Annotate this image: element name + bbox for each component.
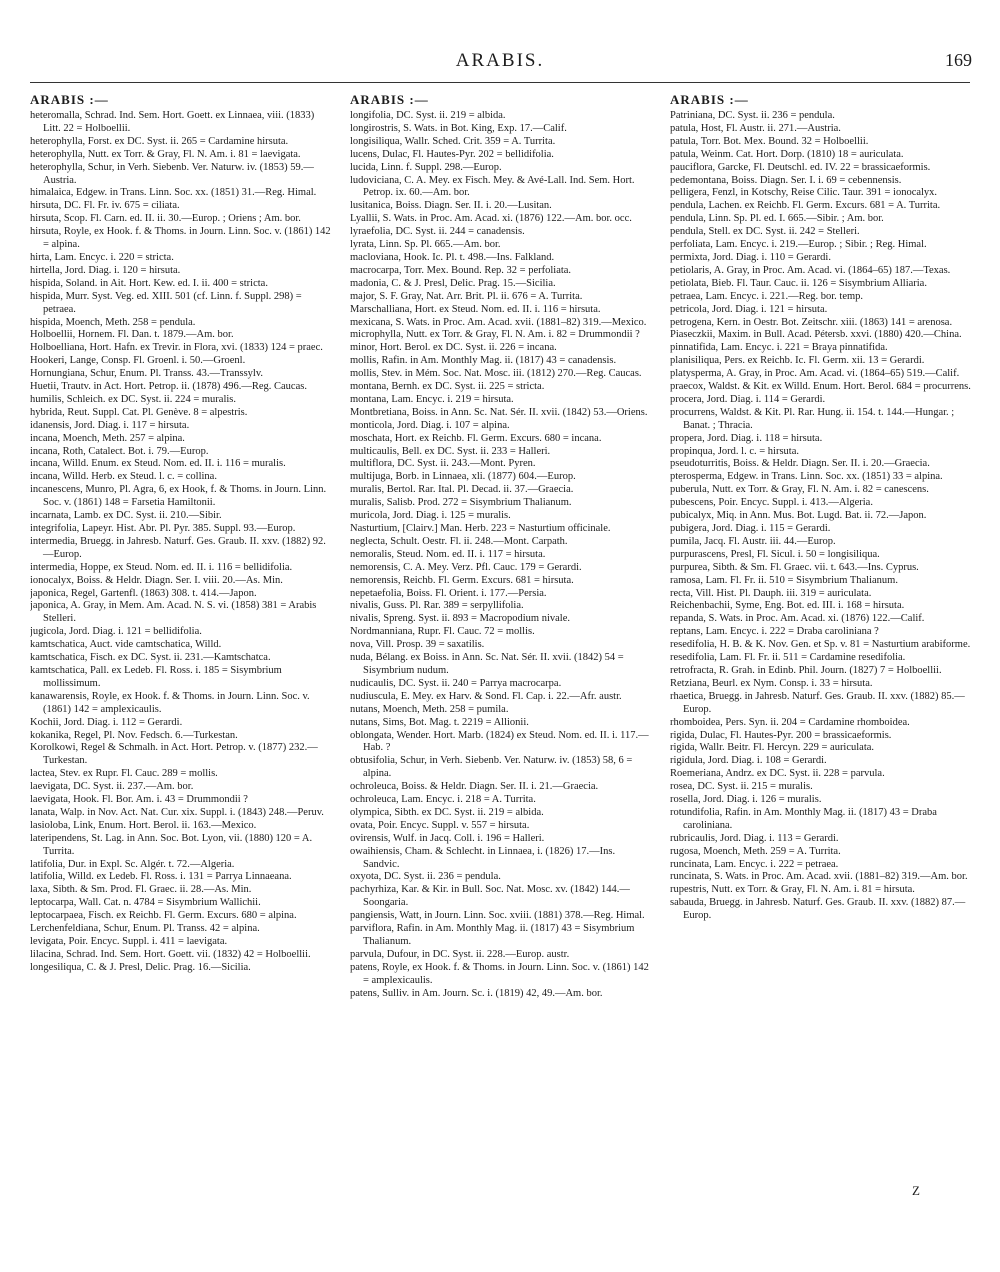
index-entry: Montbretiana, Boiss. in Ann. Sc. Nat. Sér. II. xvii. (1842) 53.—Oriens. — [350, 406, 648, 418]
index-entry: petrogena, Kern. in Oestr. Bot. Zeitschr. xiii. (1863) 141 = arenosa. — [670, 316, 953, 328]
index-entry: incana, Roth, Catalect. Bot. i. 79.—Europ. — [30, 445, 209, 457]
index-entry: multicaulis, Bell. ex DC. Syst. ii. 233 = Halleri. — [350, 445, 551, 457]
index-entry: petricola, Jord. Diag. i. 121 = hirsuta. — [670, 303, 828, 315]
signature-mark: Z — [912, 1183, 920, 1198]
index-entry: petiolaris, A. Gray, in Proc. Am. Acad. vi. (1864–65) 187.—Texas. — [670, 264, 951, 276]
index-entry: obtusifolia, Schur, in Verh. Siebenb. Ver. Naturw. iv. (1853) 58, 6 = alpina. — [350, 755, 633, 780]
index-entry: madonia, C. & J. Presl, Delic. Prag. 15.—Sicilia. — [350, 277, 556, 289]
entry-columns — [30, 92, 974, 1212]
index-entry: Kochii, Jord. Diag. i. 112 = Gerardi. — [30, 716, 183, 728]
index-entry: nuda, Bélang. ex Boiss. in Ann. Sc. Nat. Sér. II. xvii. (1842) 54 = Sisymbrium nudum. — [350, 652, 624, 676]
index-entry: neglecta, Schult. Oestr. Fl. ii. 248.—Mont. Carpath. — [350, 535, 568, 547]
index-entry: moschata, Hort. ex Reichb. Fl. Germ. Excurs. 680 = incana. — [350, 432, 602, 444]
index-entry: pendula, Linn. Sp. Pl. ed. I. 665.—Sibir. ; Am. bor. — [670, 213, 884, 225]
index-entry: Roemeriana, Andrz. ex DC. Syst. ii. 228 = parvula. — [670, 768, 885, 780]
index-entry: patens, Sulliv. in Am. Journ. Sc. i. (1819) 42, 49.—Am. bor. — [350, 987, 603, 999]
index-entry: macloviana, Hook. Ic. Pl. t. 498.—Ins. Falkland. — [350, 251, 555, 263]
index-entry: rugosa, Moench, Meth. 259 = A. Turrita. — [670, 845, 841, 857]
index-entry: hybrida, Reut. Suppl. Cat. Pl. Genève. 8 = alpestris. — [30, 406, 248, 418]
index-entry: pseudoturritis, Boiss. & Heldr. Diagn. Ser. II. i. 20.—Graecia. — [670, 458, 930, 470]
index-entry: oblongata, Wender. Hort. Marb. (1824) ex Steud. Nom. ed. II. i. 117.—Hab. ? — [350, 729, 649, 754]
index-entry: Holboelliana, Hort. Hafn. ex Trevir. in Flora, xvi. (1833) 124 = praec. — [30, 342, 323, 354]
header-rule — [30, 82, 970, 83]
index-entry: lusitanica, Boiss. Diagn. Ser. II. i. 20.—Lusitan. — [350, 200, 552, 212]
index-entry: intermedia, Hoppe, ex Steud. Nom. ed. II. i. 116 = bellidifolia. — [30, 561, 293, 573]
index-entry: lyraefolia, DC. Syst. ii. 244 = canadensis. — [350, 226, 525, 238]
index-entry: Retziana, Beurl. ex Nym. Consp. i. 33 = hirsuta. — [670, 677, 873, 689]
index-entry: pubescens, Poir. Encyc. Suppl. i. 413.—Algeria. — [670, 497, 873, 509]
index-entry: pendula, Lachen. ex Reichb. Fl. Germ. Excurs. 681 = A. Turrita. — [670, 200, 941, 212]
index-entry: pendula, Stell. ex DC. Syst. ii. 242 = Stelleri. — [670, 226, 860, 238]
index-entry: lateripendens, St. Lag. in Ann. Soc. Bot. Lyon, vii. (1880) 120 = A. Turrita. — [30, 832, 313, 857]
index-entry: nepetaefolia, Boiss. Fl. Orient. i. 177.—Persia. — [350, 587, 547, 599]
index-entry: mollis, Stev. in Mém. Soc. Nat. Mosc. iii. (1812) 270.—Reg. Caucas. — [350, 368, 642, 380]
index-entry: nivalis, Guss. Pl. Rar. 389 = serpyllifolia. — [350, 600, 524, 612]
index-entry: pubigera, Jord. Diag. i. 115 = Gerardi. — [670, 523, 831, 534]
index-entry: repanda, S. Wats. in Proc. Am. Acad. xi. (1876) 122.—Calif. — [670, 613, 925, 625]
index-entry: himalaica, Edgew. in Trans. Linn. Soc. xx. (1851) 31.—Reg. Himal. — [30, 187, 317, 199]
index-entry: sabauda, Bruegg. in Jahresb. Naturf. Ges. Graub. II. xxv. (1882) 87.—Europ. — [670, 897, 966, 922]
index-entry: patula, Torr. Bot. Mex. Bound. 32 = Holboellii. — [670, 135, 869, 147]
index-entry: hirsuta, Scop. Fl. Carn. ed. II. ii. 30.—Europ. ; Oriens ; Am. bor. — [30, 213, 301, 225]
index-entry: integrifolia, Lapeyr. Hist. Abr. Pl. Pyr. 385. Suppl. 93.—Europ. — [30, 523, 296, 534]
index-entry: Hornungiana, Schur, Enum. Pl. Transs. 43.—Transsylv. — [30, 368, 264, 380]
index-entry: praecox, Waldst. & Kit. ex Willd. Enum. Hort. Berol. 684 = procurrens. — [670, 381, 971, 393]
index-entry: nemoralis, Steud. Nom. ed. II. i. 117 = hirsuta. — [350, 548, 546, 560]
index-entry: recta, Vill. Hist. Pl. Dauph. iii. 319 = auriculata. — [670, 587, 872, 599]
index-entry: rhaetica, Bruegg. in Jahresb. Naturf. Ges. Graub. II. xxv. (1882) 85.—Europ. — [670, 690, 965, 715]
index-entry: rubricaulis, Jord. Diag. i. 113 = Gerardi. — [670, 832, 839, 844]
index-entry: patula, Weinm. Cat. Hort. Dorp. (1810) 18 = auriculata. — [670, 148, 904, 160]
index-entry: pauciflora, Garcke, Fl. Deutschl. ed. IV. 22 = brassicaeformis. — [670, 161, 931, 173]
index-entry: leptocarpaea, Fisch. ex Reichb. Fl. Germ. Excurs. 680 = alpina. — [30, 910, 297, 922]
column-3 — [670, 92, 974, 1212]
index-entry: nivalis, Spreng. Syst. ii. 893 = Macropodium nivale. — [350, 613, 570, 625]
index-entry: kamtschatica, Pall. ex Ledeb. Fl. Ross. i. 185 = Sisymbrium mollissimum. — [30, 664, 282, 689]
index-entry: petiolata, Bieb. Fl. Taur. Cauc. ii. 126 = Sisymbrium Alliaria. — [670, 277, 927, 289]
column-heading: ARABIS :— — [350, 92, 429, 107]
index-entry: nutans, Sims, Bot. Mag. t. 2219 = Allionii. — [350, 716, 529, 728]
index-entry: pumila, Jacq. Fl. Austr. iii. 44.—Europ. — [670, 535, 836, 547]
index-entry: pachyrhiza, Kar. & Kir. in Bull. Soc. Nat. Mosc. xv. (1842) 144.—Soongaria. — [350, 884, 630, 909]
index-entry: Patriniana, DC. Syst. ii. 236 = pendula. — [670, 110, 835, 121]
index-entry: purpurea, Sibth. & Sm. Fl. Graec. vii. t. 643.—Ins. Cyprus. — [670, 561, 919, 573]
index-entry: Reichenbachii, Syme, Eng. Bot. ed. III. i. 168 = hirsuta. — [670, 600, 905, 612]
index-entry: japonica, A. Gray, in Mem. Am. Acad. N. S. vi. (1858) 381 = Arabis Stelleri. — [30, 600, 317, 625]
index-entry: rotundifolia, Rafin. in Am. Monthly Mag. ii. (1817) 43 = Draba caroliniana. — [670, 806, 937, 831]
index-entry: runcinata, Lam. Encyc. i. 222 = petraea. — [670, 858, 839, 870]
index-entry: hispida, Soland. in Ait. Hort. Kew. ed. I. ii. 400 = stricta. — [30, 277, 268, 289]
index-entry: lucida, Linn. f. Suppl. 298.—Europ. — [350, 161, 502, 173]
entry-list — [670, 110, 974, 923]
index-entry: Lerchenfeldiana, Schur, Enum. Pl. Transs. 42 = alpina. — [30, 923, 260, 935]
index-entry: ionocalyx, Boiss. & Heldr. Diagn. Ser. I. viii. 20.—As. Min. — [30, 574, 283, 586]
index-entry: ludoviciana, C. A. Mey. ex Fisch. Mey. & Avé-Lall. Ind. Sem. Hort. Petrop. ix. 60.—Am. bor. — [350, 174, 635, 199]
index-entry: owaihiensis, Cham. & Schlecht. in Linnaea, i. (1826) 17.—Ins. Sandvic. — [350, 845, 616, 870]
index-entry: ochroleuca, Lam. Encyc. i. 218 = A. Turrita. — [350, 794, 536, 806]
index-entry: retrofracta, R. Grah. in Edinb. Phil. Journ. (1827) 7 = Holboellii. — [670, 664, 942, 676]
index-entry: resedifolia, H. B. & K. Nov. Gen. et Sp. v. 81 = Nasturtium arabiforme. — [670, 639, 971, 651]
index-entry: pangiensis, Watt, in Journ. Linn. Soc. xviii. (1881) 378.—Reg. Himal. — [350, 910, 645, 922]
index-entry: mollis, Rafin. in Am. Monthly Mag. ii. (1817) 43 = canadensis. — [350, 355, 617, 367]
index-entry: nudicaulis, DC. Syst. ii. 240 = Parrya macrocarpa. — [350, 677, 562, 689]
index-entry: Holboellii, Hornem. Fl. Dan. t. 1879.—Am. bor. — [30, 329, 234, 341]
index-entry: nemorensis, Reichb. Fl. Germ. Excurs. 681 = hirsuta. — [350, 574, 574, 586]
index-entry: petraea, Lam. Encyc. i. 221.—Reg. bor. temp. — [670, 290, 864, 302]
index-entry: heterophylla, Nutt. ex Torr. & Gray, Fl. N. Am. i. 81 = laevigata. — [30, 148, 301, 160]
page-number: 169 — [945, 50, 972, 70]
index-entry: macrocarpa, Torr. Mex. Bound. Rep. 32 = perfoliata. — [350, 264, 572, 276]
index-entry: latifolia, Willd. ex Ledeb. Fl. Ross. i. 131 = Parrya Linnaeana. — [30, 871, 292, 883]
index-entry: resedifolia, Lam. Fl. Fr. ii. 511 = Cardamine resedifolia. — [670, 652, 906, 664]
index-entry: perfoliata, Lam. Encyc. i. 219.—Europ. ; Sibir. ; Reg. Himal. — [670, 239, 927, 251]
column-2 — [350, 92, 654, 1212]
index-entry: kanawarensis, Royle, ex Hook. f. & Thoms. in Journ. Linn. Soc. v. (1861) 142 = amplexicaulis. — [30, 690, 310, 715]
entry-list — [350, 110, 654, 1001]
index-entry: longesiliqua, C. & J. Presl, Delic. Prag. 16.—Sicilia. — [30, 961, 251, 973]
index-entry: longirostris, S. Wats. in Bot. King, Exp. 17.—Calif. — [350, 122, 567, 134]
index-entry: rosella, Jord. Diag. i. 126 = muralis. — [670, 794, 822, 806]
index-entry: lanata, Walp. in Nov. Act. Nat. Cur. xix. Suppl. i. (1843) 248.—Peruv. — [30, 806, 324, 818]
index-entry: incanescens, Munro, Pl. Agra, 6, ex Hook, f. & Thoms. in Journ. Linn. Soc. v. (1861) 148 = Farsetia Hamiltonii. — [30, 484, 327, 509]
index-entry: Lyallii, S. Wats. in Proc. Am. Acad. xi. (1876) 122.—Am. bor. occ. — [350, 213, 632, 225]
index-entry: intermedia, Bruegg. in Jahresb. Naturf. Ges. Graub. II. xxv. (1882) 92.—Europ. — [30, 535, 326, 560]
index-entry: pelligera, Fenzl, in Kotschy, Reise Cilic. Taur. 391 = ionocalyx. — [670, 187, 938, 199]
index-entry: incana, Moench, Meth. 257 = alpina. — [30, 432, 185, 444]
index-entry: hirsuta, Royle, ex Hook. f. & Thoms. in Journ. Linn. Soc. v. (1861) 142 = alpina. — [30, 226, 331, 251]
index-entry: muralis, Salisb. Prod. 272 = Sisymbrium Thalianum. — [350, 497, 572, 509]
column-heading: ARABIS :— — [30, 92, 109, 107]
index-entry: nutans, Moench, Meth. 258 = pumila. — [350, 703, 509, 715]
index-entry: nemorensis, C. A. Mey. Verz. Pfl. Cauc. 179 = Gerardi. — [350, 561, 582, 573]
index-entry: Marschalliana, Hort. ex Steud. Nom. ed. II. i. 116 = hirsuta. — [350, 303, 601, 315]
index-entry: Piaseczkii, Maxim. in Bull. Acad. Pétersb. xxvi. (1880) 420.—China. — [670, 329, 962, 341]
index-entry: pubicalyx, Miq. in Ann. Mus. Bot. Lugd. Bat. ii. 72.—Japon. — [670, 510, 927, 522]
index-entry: rigida, Dulac, Fl. Hautes-Pyr. 200 = brassicaeformis. — [670, 729, 892, 741]
index-entry: monticola, Jord. Diag. i. 107 = alpina. — [350, 419, 510, 431]
index-entry: laxa, Sibth. & Sm. Prod. Fl. Graec. ii. 28.—As. Min. — [30, 884, 252, 896]
index-entry: rhomboidea, Pers. Syn. ii. 204 = Cardamine rhomboidea. — [670, 716, 910, 728]
index-entry: nudiuscula, E. Mey. ex Harv. & Sond. Fl. Cap. i. 22.—Afr. austr. — [350, 690, 622, 702]
index-entry: mexicana, S. Wats. in Proc. Am. Acad. xvii. (1881–82) 319.—Mexico. — [350, 316, 647, 328]
index-entry: procera, Jord. Diag. i. 114 = Gerardi. — [670, 393, 826, 405]
index-entry: muralis, Bertol. Rar. Ital. Pl. Decad. ii. 37.—Graecia. — [350, 484, 574, 496]
index-entry: heterophylla, Schur, in Verh. Siebenb. Ver. Naturw. iv. (1853) 59.—Austria. — [30, 161, 314, 186]
index-entry: rupestris, Nutt. ex Torr. & Gray, Fl. N. Am. i. 81 = hirsuta. — [670, 884, 915, 896]
index-entry: nova, Vill. Prosp. 39 = saxatilis. — [350, 639, 485, 651]
index-entry: major, S. F. Gray, Nat. Arr. Brit. Pl. ii. 676 = A. Turrita. — [350, 290, 583, 302]
index-entry: pterosperma, Edgew. in Trans. Linn. Soc. xx. (1851) 33 = alpina. — [670, 471, 943, 483]
index-entry: longifolia, DC. Syst. ii. 219 = albida. — [350, 110, 506, 121]
index-entry: japonica, Regel, Gartenfl. (1863) 308. t. 414.—Japon. — [30, 587, 257, 599]
index-entry: lucens, Dulac, Fl. Hautes-Pyr. 202 = bellidifolia. — [350, 148, 554, 160]
index-entry: minor, Hort. Berol. ex DC. Syst. ii. 226 = incana. — [350, 342, 557, 354]
index-entry: multijuga, Borb. in Linnaea, xli. (1877) 604.—Europ. — [350, 471, 576, 483]
index-entry: parvula, Dufour, in DC. Syst. ii. 228.—Europ. austr. — [350, 948, 570, 960]
index-entry: heteromalla, Schrad. Ind. Sem. Hort. Goett. ex Linnaea, viii. (1833) Litt. 22 = Holboellii. — [30, 110, 315, 134]
index-entry: hispida, Murr. Syst. Veg. ed. XIII. 501 (cf. Linn. f. Suppl. 298) = petraea. — [30, 290, 302, 315]
index-entry: propinqua, Jord. l. c. = hirsuta. — [670, 445, 799, 457]
index-entry: puberula, Nutt. ex Torr. & Gray, Fl. N. Am. i. 82 = canescens. — [670, 484, 929, 496]
running-head — [28, 50, 972, 76]
index-entry: reptans, Lam. Encyc. i. 222 = Draba caroliniana ? — [670, 626, 879, 638]
index-entry: patens, Royle, ex Hook. f. & Thoms. in Journ. Linn. Soc. v. (1861) 142 = amplexicaulis. — [350, 961, 649, 986]
index-entry: montana, Lam. Encyc. i. 219 = hirsuta. — [350, 393, 514, 405]
index-entry: lasioloba, Link, Enum. Hort. Berol. ii. 163.—Mexico. — [30, 819, 257, 831]
index-entry: idanensis, Jord. Diag. i. 117 = hirsuta. — [30, 419, 190, 431]
index-entry: ramosa, Lam. Fl. Fr. ii. 510 = Sisymbrium Thalianum. — [670, 574, 898, 586]
index-entry: pedemontana, Boiss. Diagn. Ser. I. i. 69 = cebennensis. — [670, 174, 902, 186]
index-entry: procurrens, Waldst. & Kit. Pl. Rar. Hung. ii. 154. t. 144.—Hungar. ; Banat. ; Thracia. — [670, 406, 955, 431]
index-entry: kamtschatica, Auct. vide camtschatica, Willd. — [30, 639, 222, 651]
index-entry: oxyota, DC. Syst. ii. 236 = pendula. — [350, 871, 501, 883]
index-entry: jugicola, Jord. Diag. i. 121 = bellidifolia. — [30, 626, 202, 638]
index-entry: planisiliqua, Pers. ex Reichb. Ic. Fl. Germ. xii. 13 = Gerardi. — [670, 355, 925, 367]
index-entry: Nasturtium, [Clairv.] Man. Herb. 223 = Nasturtium officinale. — [350, 523, 611, 534]
index-entry: ochroleuca, Boiss. & Heldr. Diagn. Ser. II. i. 21.—Graecia. — [350, 781, 599, 793]
index-entry: pinnatifida, Lam. Encyc. i. 221 = Braya pinnatifida. — [670, 342, 888, 354]
column-1 — [30, 92, 334, 1212]
index-entry: Hookeri, Lange, Consp. Fl. Groenl. i. 50.—Groenl. — [30, 355, 246, 367]
index-entry: hispida, Moench, Meth. 258 = pendula. — [30, 316, 196, 328]
index-entry: ovirensis, Wulf. in Jacq. Coll. i. 196 = Halleri. — [350, 832, 545, 844]
index-entry: longisiliqua, Wallr. Sched. Crit. 359 = A. Turrita. — [350, 135, 556, 147]
index-entry: parviflora, Rafin. in Am. Monthly Mag. ii. (1817) 43 = Sisymbrium Thalianum. — [350, 923, 635, 947]
running-title: ARABIS. — [455, 50, 545, 71]
index-entry: laevigata, Hook. Fl. Bor. Am. i. 43 = Drummondii ? — [30, 794, 248, 806]
index-entry: hirta, Lam. Encyc. i. 220 = stricta. — [30, 251, 174, 263]
index-entry: rosea, DC. Syst. ii. 215 = muralis. — [670, 781, 813, 793]
index-entry: incana, Willd. Herb. ex Steud. l. c. = collina. — [30, 471, 217, 483]
index-entry: laevigata, DC. Syst. ii. 237.—Am. bor. — [30, 781, 194, 793]
index-entry: runcinata, S. Wats. in Proc. Am. Acad. xvii. (1881–82) 319.—Am. bor. — [670, 871, 968, 883]
index-entry: hirtella, Jord. Diag. i. 120 = hirsuta. — [30, 264, 181, 276]
index-entry: purpurascens, Presl, Fl. Sicul. i. 50 = longisiliqua. — [670, 548, 880, 560]
index-entry: leptocarpa, Wall. Cat. n. 4784 = Sisymbrium Wallichii. — [30, 897, 261, 909]
index-entry: microphylla, Nutt. ex Torr. & Gray, Fl. N. Am. i. 82 = Drummondii ? — [350, 329, 640, 341]
column-heading: ARABIS :— — [670, 92, 749, 107]
index-entry: incarnata, Lamb. ex DC. Syst. ii. 210.—Sibir. — [30, 510, 222, 522]
index-entry: muricola, Jord. Diag. i. 125 = muralis. — [350, 510, 511, 522]
index-entry: Huetii, Trautv. in Act. Hort. Petrop. ii. (1878) 496.—Reg. Caucas. — [30, 381, 307, 393]
index-entry: incana, Willd. Enum. ex Steud. Nom. ed. II. i. 116 = muralis. — [30, 458, 286, 470]
index-entry: montana, Bernh. ex DC. Syst. ii. 225 = stricta. — [350, 381, 545, 393]
index-entry: heterophylla, Forst. ex DC. Syst. ii. 265 = Cardamine hirsuta. — [30, 135, 289, 147]
index-entry: platysperma, A. Gray, in Proc. Am. Acad. vi. (1864–65) 519.—Calif. — [670, 368, 960, 380]
index-entry: lilacina, Schrad. Ind. Sem. Hort. Goett. vii. (1832) 42 = Holboellii. — [30, 948, 311, 960]
index-entry: patula, Host, Fl. Austr. ii. 271.—Austria. — [670, 122, 841, 134]
index-entry: propera, Jord. Diag. i. 118 = hirsuta. — [670, 432, 823, 444]
index-entry: lactea, Stev. ex Rupr. Fl. Cauc. 289 = mollis. — [30, 768, 218, 780]
index-entry: hirsuta, DC. Fl. Fr. iv. 675 = ciliata. — [30, 200, 180, 212]
index-entry: rigidula, Jord. Diag. i. 108 = Gerardi. — [670, 755, 827, 767]
index-entry: latifolia, Dur. in Expl. Sc. Algér. t. 72.—Algeria. — [30, 858, 235, 870]
index-entry: rigida, Wallr. Beitr. Fl. Hercyn. 229 = auriculata. — [670, 742, 875, 754]
index-entry: permixta, Jord. Diag. i. 110 = Gerardi. — [670, 251, 831, 263]
index-entry: Nordmanniana, Rupr. Fl. Cauc. 72 = mollis. — [350, 626, 535, 638]
entry-list — [30, 110, 334, 975]
index-entry: Korolkowi, Regel & Schmalh. in Act. Hort. Petrop. v. (1877) 232.—Turkestan. — [30, 742, 318, 767]
index-entry: humilis, Schleich. ex DC. Syst. ii. 224 = muralis. — [30, 393, 237, 405]
index-entry: olympica, Sibth. ex DC. Syst. ii. 219 = albida. — [350, 806, 544, 818]
index-entry: levigata, Poir. Encyc. Suppl. i. 411 = laevigata. — [30, 936, 228, 947]
index-entry: lyrata, Linn. Sp. Pl. 665.—Am. bor. — [350, 239, 501, 251]
index-entry: ovata, Poir. Encyc. Suppl. v. 557 = hirsuta. — [350, 819, 530, 831]
index-entry: kamtschatica, Fisch. ex DC. Syst. ii. 231.—Kamtschatca. — [30, 652, 271, 664]
index-entry: multiflora, DC. Syst. ii. 243.—Mont. Pyren. — [350, 458, 536, 470]
index-entry: kokanika, Regel, Pl. Nov. Fedsch. 6.—Turkestan. — [30, 729, 238, 741]
